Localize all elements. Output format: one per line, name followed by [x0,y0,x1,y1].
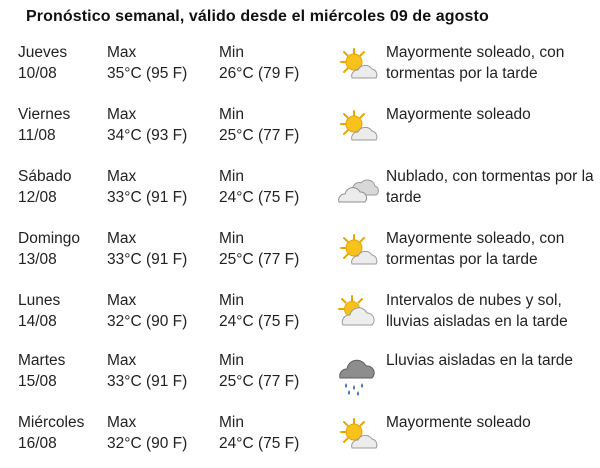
forecast-description [386,412,596,433]
forecast-row [0,350,600,406]
description-text: Mayormente soleado [386,106,531,123]
min-temp: 24°C (75 F) [219,313,300,330]
max-cell [107,290,215,332]
min-cell [219,42,327,84]
max-temp: 33°C (91 F) [107,251,188,268]
day-name: Jueves [18,44,68,61]
description-text: Intervalos de nubes y sol, lluvias aisladas en la tarde [386,292,568,330]
min-temp: 26°C (79 F) [219,65,300,82]
description-text: Mayormente soleado, con tormentas por la tarde [386,230,565,268]
description-text: Nublado, con tormentas por la tarde [386,168,594,206]
day-cell [18,104,110,146]
max-label: Max [107,292,137,309]
partly-cloudy-icon [335,292,381,338]
forecast-row [0,412,600,468]
max-cell [107,412,215,454]
min-label: Min [219,168,244,185]
min-cell [219,104,327,146]
max-cell [107,350,215,392]
forecast-row [0,166,600,222]
forecast-description [386,290,596,332]
description-text: Mayormente soleado [386,414,531,431]
max-temp: 33°C (91 F) [107,373,188,390]
max-cell [107,166,215,208]
day-date: 10/08 [18,65,57,82]
forecast-description [386,104,596,125]
max-temp: 32°C (90 F) [107,435,188,452]
page-title: Pronóstico semanal, válido desde el miércoles 09 de agosto [26,8,489,25]
max-label: Max [107,414,137,431]
day-name: Sábado [18,168,72,185]
sun-cloud-icon [335,106,381,152]
forecast-row [0,42,600,98]
day-name: Viernes [18,106,71,123]
forecast-row [0,290,600,346]
day-name: Miércoles [18,414,85,431]
min-temp: 24°C (75 F) [219,435,300,452]
max-label: Max [107,352,137,369]
min-label: Min [219,414,244,431]
forecast-description [386,350,596,371]
min-temp: 25°C (77 F) [219,251,300,268]
min-label: Min [219,44,244,61]
min-cell [219,350,327,392]
day-date: 16/08 [18,435,57,452]
day-cell [18,350,110,392]
max-cell [107,228,215,270]
day-cell [18,166,110,208]
day-cell [18,228,110,270]
sun-cloud-icon [335,414,381,460]
min-label: Min [219,106,244,123]
forecast-row [0,104,600,160]
min-temp: 25°C (77 F) [219,373,300,390]
max-label: Max [107,106,137,123]
min-cell [219,290,327,332]
min-cell [219,412,327,454]
min-cell [219,166,327,208]
min-label: Min [219,352,244,369]
day-name: Lunes [18,292,61,309]
forecast-row [0,228,600,284]
forecast-description [386,228,596,270]
max-temp: 33°C (91 F) [107,189,188,206]
day-date: 12/08 [18,189,57,206]
rain-cloud-icon [335,352,381,398]
max-temp: 32°C (90 F) [107,313,188,330]
description-text: Lluvias aisladas en la tarde [386,352,573,369]
min-temp: 24°C (75 F) [219,189,300,206]
max-cell [107,42,215,84]
sun-cloud-icon [335,44,381,90]
max-label: Max [107,230,137,247]
day-name: Domingo [18,230,81,247]
forecast-description [386,166,596,208]
day-date: 11/08 [18,127,56,144]
max-temp: 35°C (95 F) [107,65,188,82]
cloud-icon [335,168,381,214]
day-cell [18,42,110,84]
forecast-description [386,42,596,84]
min-temp: 25°C (77 F) [219,127,300,144]
min-cell [219,228,327,270]
day-date: 15/08 [18,373,57,390]
day-date: 14/08 [18,313,57,330]
description-text: Mayormente soleado, con tormentas por la tarde [386,44,565,82]
day-cell [18,412,110,454]
max-temp: 34°C (93 F) [107,127,188,144]
max-cell [107,104,215,146]
day-cell [18,290,110,332]
min-label: Min [219,230,244,247]
day-name: Martes [18,352,66,369]
max-label: Max [107,44,137,61]
max-label: Max [107,168,137,185]
day-date: 13/08 [18,251,57,268]
min-label: Min [219,292,244,309]
sun-cloud-icon [335,230,381,276]
